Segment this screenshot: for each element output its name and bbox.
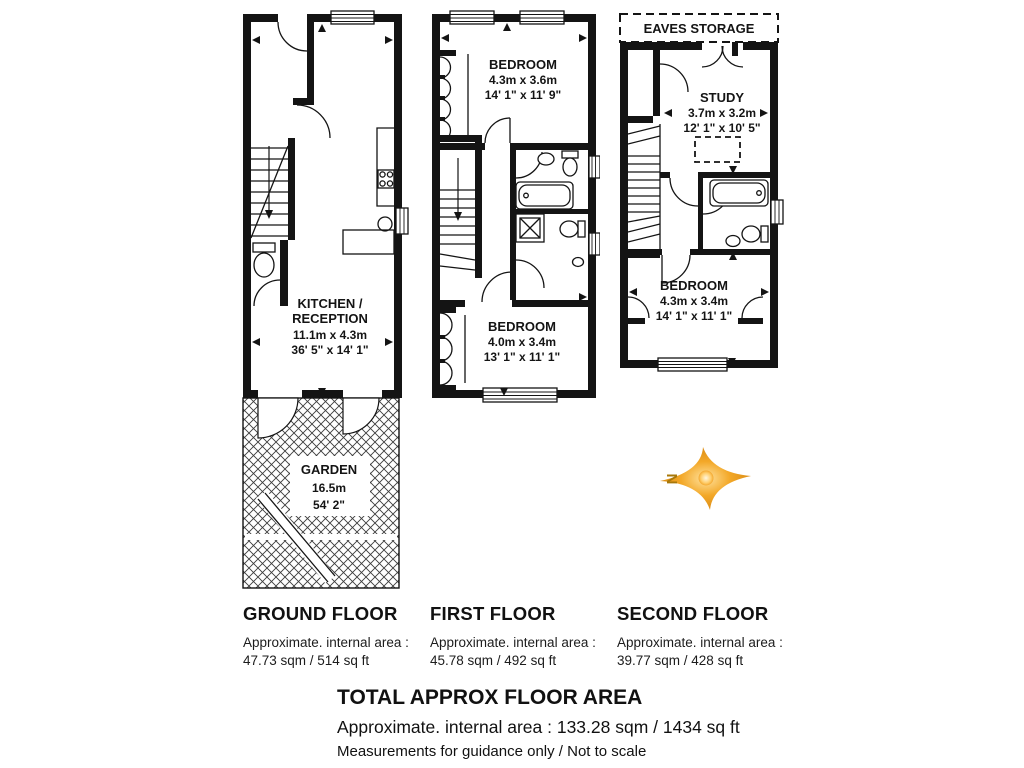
floor-title: FIRST FLOOR xyxy=(430,603,556,624)
garden-dim-imperial: 54' 2" xyxy=(313,498,345,512)
study-room xyxy=(664,90,768,135)
room-name: RECEPTION xyxy=(292,311,368,326)
area-line1: Approximate. internal area : xyxy=(430,635,596,650)
window xyxy=(520,11,564,24)
toilet xyxy=(560,221,585,237)
window xyxy=(450,11,494,24)
first-floor-plan xyxy=(428,10,600,410)
bathroom xyxy=(516,151,578,209)
stairs xyxy=(251,146,288,238)
garden-break-gap xyxy=(245,534,397,540)
room-dim-imperial: 14' 1" x 11' 1" xyxy=(655,309,733,323)
measure-arrow xyxy=(629,288,637,296)
disclaimer-text: Measurements for guidance only / Not to scale xyxy=(337,743,647,760)
room-dim-imperial: 12' 1" x 10' 5" xyxy=(683,121,761,135)
bedroom-door-arc xyxy=(485,118,510,143)
room-dim-metric: 4.3m x 3.4m xyxy=(659,294,729,308)
sink xyxy=(573,258,584,267)
eaves-storage-label: EAVES STORAGE xyxy=(643,21,755,36)
compass-north-label: N xyxy=(664,473,681,485)
shower-room-door-arc xyxy=(516,260,544,288)
bathtub xyxy=(516,182,573,209)
bedroom xyxy=(656,278,732,323)
total-area-heading: TOTAL APPROX FLOOR AREA xyxy=(337,686,643,709)
room-name: STUDY xyxy=(699,90,745,105)
room-dim-metric: 4.3m x 3.6m xyxy=(488,73,558,87)
bedroom-2 xyxy=(484,319,560,364)
sink-unit xyxy=(396,208,408,234)
window xyxy=(771,200,783,224)
compass-core xyxy=(699,471,714,486)
hall-door-arc xyxy=(297,105,330,138)
garden-area xyxy=(243,398,399,588)
counter-peninsula xyxy=(343,230,394,254)
toilet xyxy=(742,226,768,242)
study-door-arc xyxy=(660,64,688,92)
measure-arrow xyxy=(318,24,326,32)
toilet xyxy=(562,151,578,176)
measure-arrow xyxy=(761,288,769,296)
wardrobe xyxy=(437,307,465,391)
window xyxy=(658,358,727,371)
compass-icon xyxy=(648,436,758,521)
closet-door-arc xyxy=(742,297,763,318)
bedroom-1 xyxy=(485,57,561,102)
area-line1: Approximate. internal area : xyxy=(617,635,783,650)
window xyxy=(589,156,600,178)
shower xyxy=(516,214,544,242)
wardrobe xyxy=(437,50,468,141)
bedroom-door-arc xyxy=(482,272,512,302)
closet-door-arc xyxy=(628,297,649,318)
bathroom xyxy=(710,180,768,260)
room-name: BEDROOM xyxy=(660,278,728,293)
kitchen-reception-room xyxy=(291,296,368,357)
floor-title: GROUND FLOOR xyxy=(243,603,398,624)
measure-arrow xyxy=(503,23,511,31)
second-floor-label xyxy=(617,603,807,670)
area-line2: 45.78 sqm / 492 sq ft xyxy=(430,653,557,668)
measure-arrow xyxy=(441,34,449,42)
entrance-door-arc xyxy=(278,22,307,51)
room-name: KITCHEN / xyxy=(297,296,363,311)
measure-arrow xyxy=(252,36,260,44)
stairs xyxy=(440,158,475,270)
garden-dim-metric: 16.5m xyxy=(311,481,347,495)
room-dim-metric: 11.1m x 4.3m xyxy=(292,328,368,342)
total-floor-area-block xyxy=(337,686,740,760)
window xyxy=(483,388,557,402)
bathtub xyxy=(710,180,768,206)
room-dim-imperial: 36' 5" x 14' 1" xyxy=(291,343,369,357)
measure-arrow xyxy=(579,293,587,301)
room-dim-imperial: 14' 1" x 11' 9" xyxy=(484,88,562,102)
total-area-value: Approximate. internal area : 133.28 sqm / 1434 sq ft xyxy=(337,717,740,737)
floor-area-text xyxy=(617,634,807,670)
measure-arrow xyxy=(385,36,393,44)
eaves-door-arc xyxy=(702,46,723,67)
bathroom-door-arc xyxy=(516,152,542,178)
room-dim-metric: 3.7m x 3.2m xyxy=(687,106,757,120)
room-name: BEDROOM xyxy=(488,319,556,334)
room-dim-metric: 4.0m x 3.4m xyxy=(487,335,557,349)
second-floor-plan xyxy=(610,6,788,394)
shower-room xyxy=(516,214,585,267)
landing-door-arc xyxy=(670,178,698,206)
measure-arrow xyxy=(252,338,260,346)
floor-area-text xyxy=(430,634,620,670)
stairs xyxy=(628,124,660,258)
sink xyxy=(538,153,554,165)
garden-name: GARDEN xyxy=(300,462,358,477)
area-line2: 39.77 sqm / 428 sq ft xyxy=(617,653,744,668)
floor-area-text xyxy=(243,634,433,670)
ground-floor-label xyxy=(243,603,433,670)
toilet xyxy=(253,243,275,277)
wc-door-arc xyxy=(254,280,280,306)
floor-title: SECOND FLOOR xyxy=(617,603,769,624)
eaves-storage xyxy=(620,14,778,42)
area-line2: 47.73 sqm / 514 sq ft xyxy=(243,653,370,668)
room-name: BEDROOM xyxy=(489,57,557,72)
measure-arrow xyxy=(579,34,587,42)
measure-arrow xyxy=(664,109,672,117)
room-dim-imperial: 13' 1" x 11' 1" xyxy=(483,350,561,364)
window xyxy=(331,11,374,24)
sink xyxy=(726,236,740,247)
area-line1: Approximate. internal area : xyxy=(243,635,409,650)
eaves-access-hatch xyxy=(695,137,740,162)
window xyxy=(589,233,600,255)
sink xyxy=(378,217,392,231)
first-floor-label xyxy=(430,603,620,670)
measure-arrow xyxy=(760,109,768,117)
measure-arrow xyxy=(385,338,393,346)
ground-floor-plan xyxy=(240,10,410,592)
